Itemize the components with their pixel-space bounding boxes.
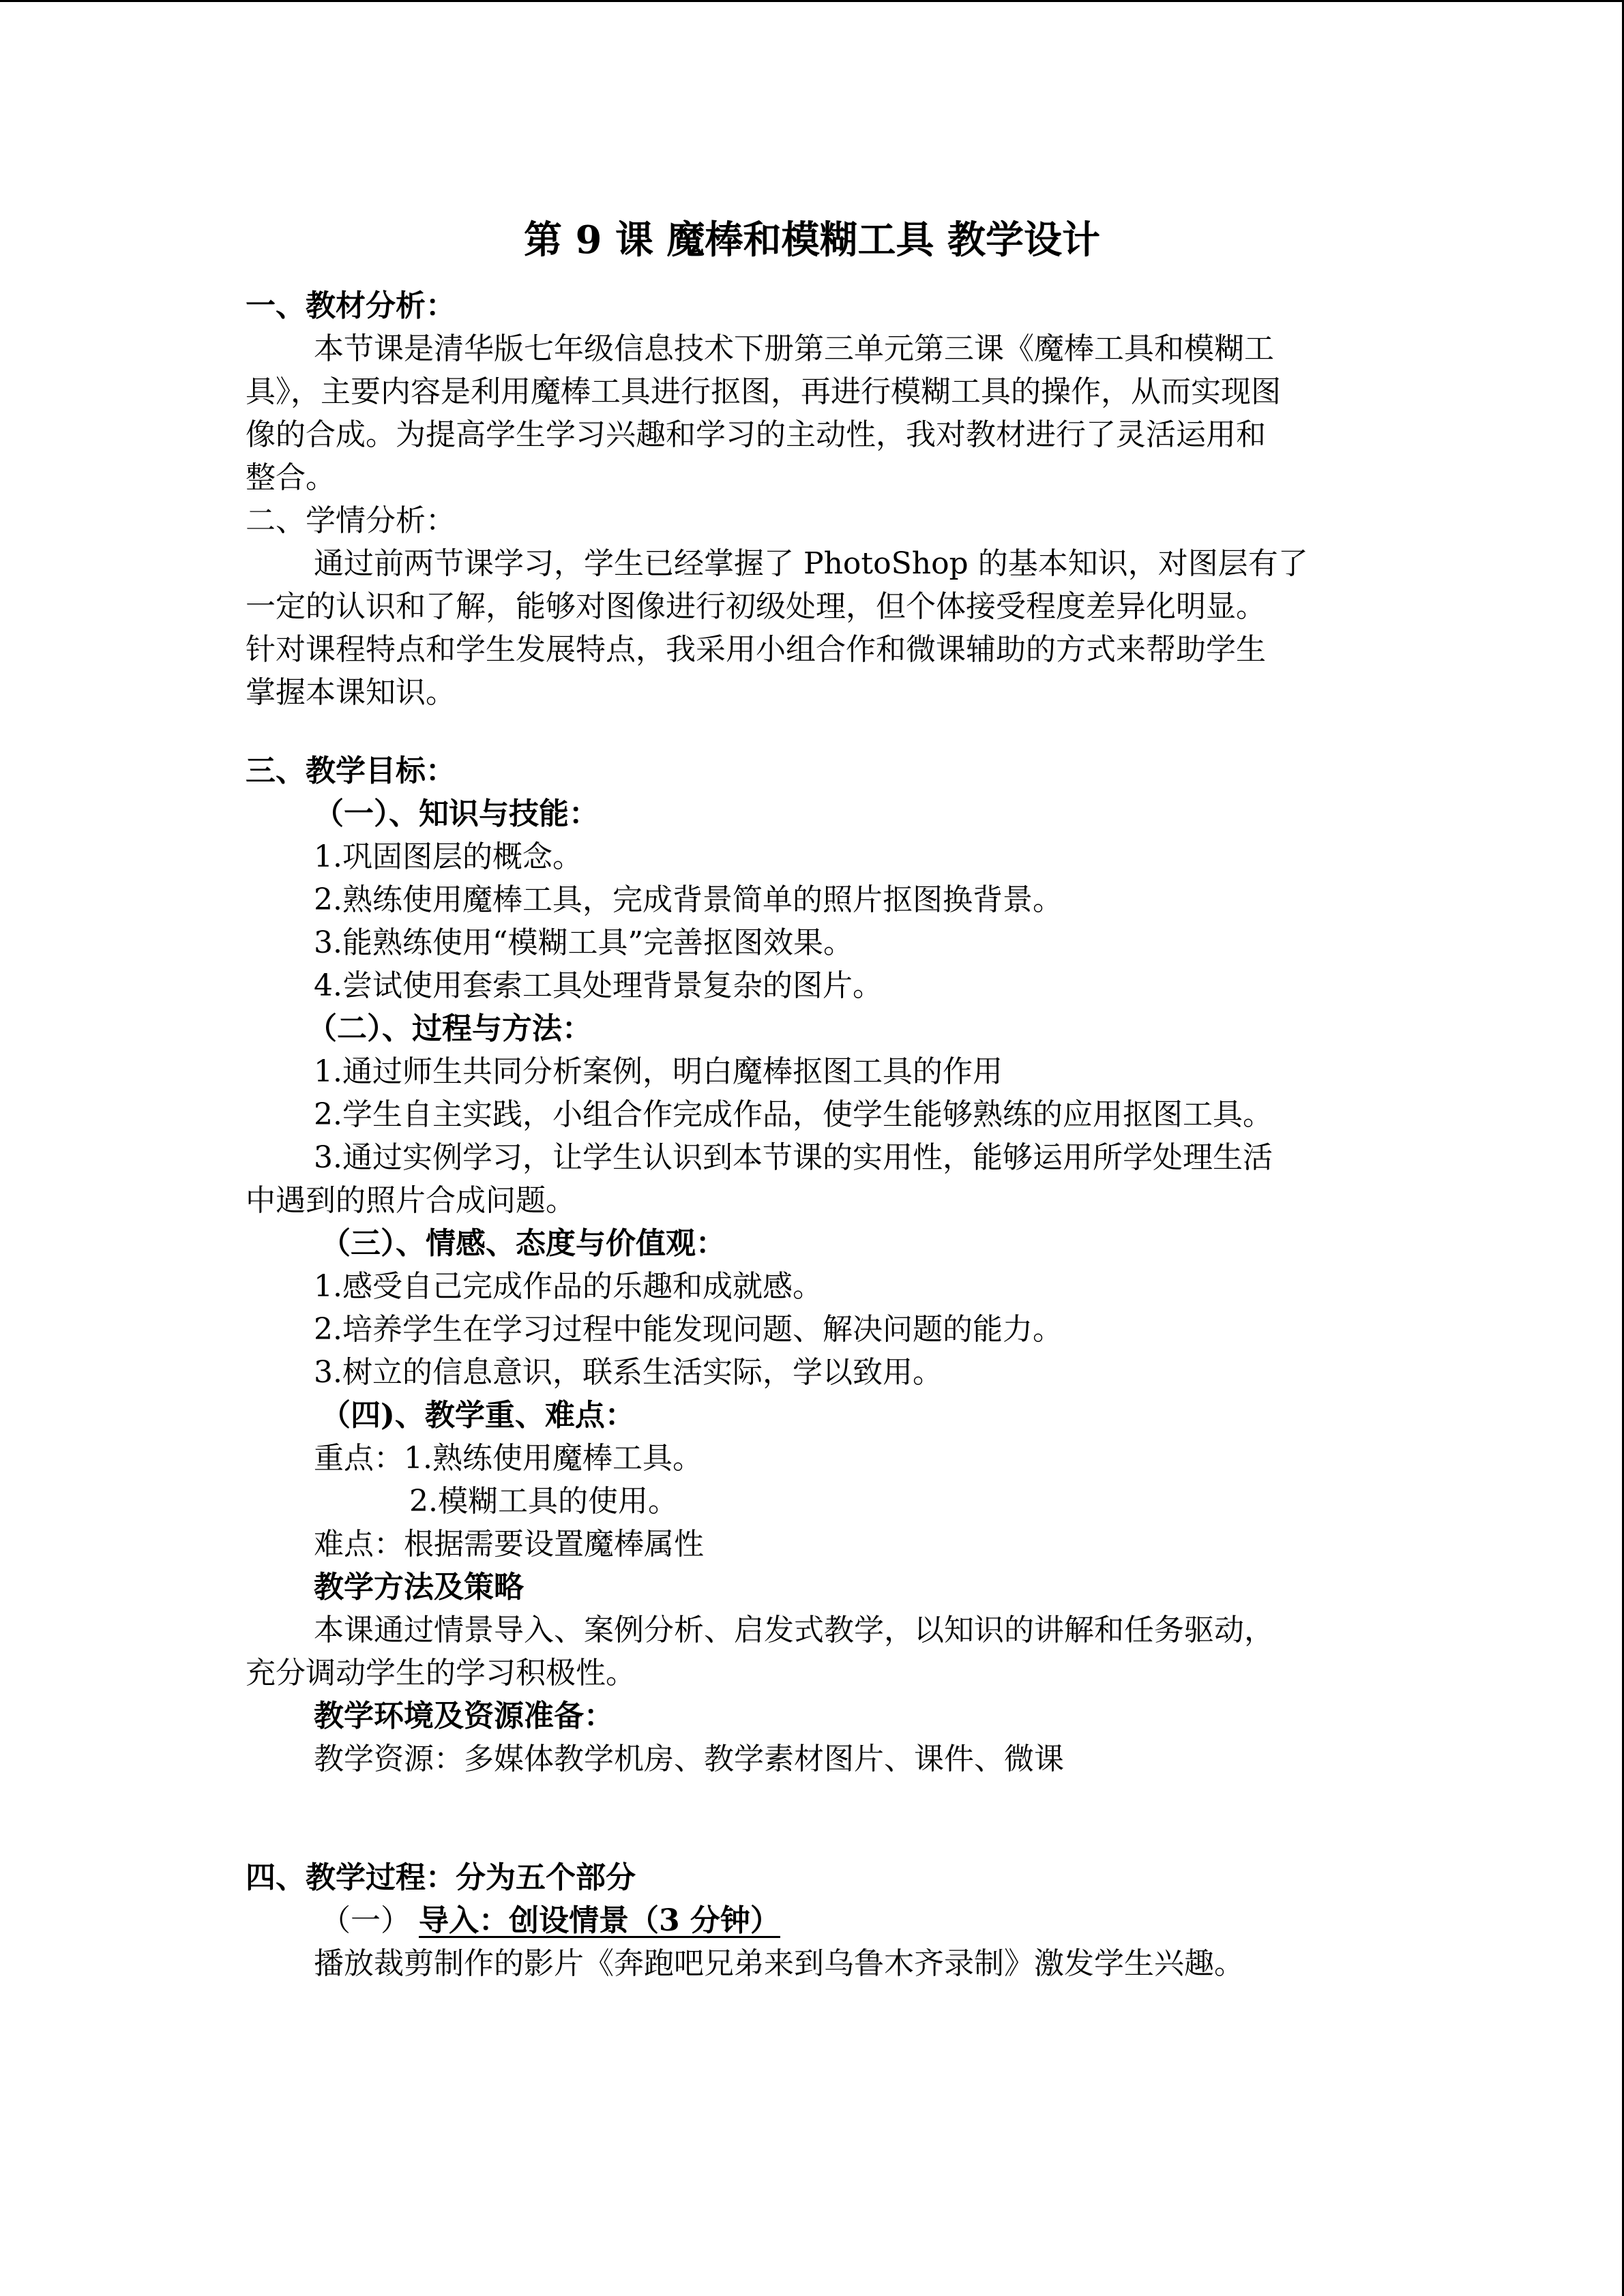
- paragraph-line: 充分调动学生的学习积极性。: [246, 1656, 636, 1690]
- subheading-teaching-environment: 教学环境及资源准备：: [314, 1699, 614, 1733]
- list-item: 3.树立的信息意识，联系生活实际，学以致用。: [314, 1355, 943, 1390]
- list-item: 1.感受自己完成作品的乐趣和成就感。: [314, 1269, 823, 1304]
- document-title: 第 9 课 魔棒和模糊工具 教学设计: [524, 218, 1100, 263]
- paragraph-line: 一定的认识和了解，能够对图像进行初级处理，但个体接受程度差异化明显。: [246, 589, 1266, 624]
- section-heading-teaching-goals: 三、教学目标：: [246, 754, 456, 788]
- difficult-point-line: 难点：根据需要设置魔棒属性: [314, 1527, 704, 1562]
- paragraph-line: 具》，主要内容是利用魔棒工具进行抠图，再进行模糊工具的操作，从而实现图: [246, 374, 1281, 409]
- list-item: 2.熟练使用魔棒工具，完成背景简单的照片抠图换背景。: [314, 882, 1063, 917]
- subheading-process-methods: （二）、过程与方法：: [307, 1011, 592, 1046]
- paragraph-line: 播放裁剪制作的影片《奔跑吧兄弟来到乌鲁木齐录制》激发学生兴趣。: [314, 1946, 1244, 1981]
- list-item-continuation: 中遇到的照片合成问题。: [246, 1183, 576, 1218]
- key-point-line: 2.模糊工具的使用。: [409, 1484, 678, 1519]
- paragraph-line: 本节课是清华版七年级信息技术下册第三单元第三课《魔棒工具和模糊工: [314, 331, 1274, 366]
- list-item: 1.巩固图层的概念。: [314, 839, 582, 874]
- subheading-teaching-methods: 教学方法及策略: [314, 1570, 524, 1605]
- key-point-line: 重点：1.熟练使用魔棒工具。: [314, 1441, 703, 1476]
- subheading-emotion-values: （三）、情感、态度与价值观：: [321, 1226, 726, 1261]
- paragraph-line: 针对课程特点和学生发展特点，我采用小组合作和微课辅助的方式来帮助学生: [246, 632, 1266, 667]
- section-heading-textbook-analysis: 一、教材分析：: [246, 288, 456, 323]
- subheading-knowledge-skills: （一）、知识与技能：: [314, 796, 599, 831]
- process-part-title: 导入：创设情景（3 分钟）: [419, 1903, 780, 1938]
- list-item: 2.学生自主实践，小组合作完成作品，使学生能够熟练的应用抠图工具。: [314, 1097, 1273, 1132]
- subheading-key-difficult-points: （四)、教学重、难点：: [321, 1398, 635, 1433]
- section-heading-teaching-process: 四、教学过程：分为五个部分: [246, 1860, 636, 1895]
- paragraph-line: 像的合成。为提高学生学习兴趣和学习的主动性，我对教材进行了灵活运用和: [246, 417, 1266, 452]
- paragraph-line: 本课通过情景导入、案例分析、启发式教学，以知识的讲解和任务驱动，: [314, 1613, 1274, 1648]
- section-heading-learner-analysis: 二、学情分析：: [246, 503, 456, 538]
- paragraph-line: 通过前两节课学习，学生已经掌握了 PhotoShop 的基本知识，对图层有了: [314, 546, 1308, 581]
- paragraph-line: 教学资源：多媒体教学机房、教学素材图片、课件、微课: [314, 1742, 1064, 1776]
- page-border-top: [0, 0, 1624, 2]
- list-item: 4.尝试使用套索工具处理背景复杂的图片。: [314, 968, 883, 1003]
- paragraph-line: 掌握本课知识。: [246, 675, 456, 710]
- list-item: 3.能熟练使用“模糊工具”完善抠图效果。: [314, 925, 853, 960]
- list-item: 1.通过师生共同分析案例，明白魔棒抠图工具的作用: [314, 1054, 1003, 1089]
- process-part-number: （一）: [321, 1903, 411, 1938]
- list-item: 3.通过实例学习，让学生认识到本节课的实用性，能够运用所学处理生活: [314, 1140, 1273, 1175]
- list-item: 2.培养学生在学习过程中能发现问题、解决问题的能力。: [314, 1312, 1063, 1347]
- paragraph-line: 整合。: [246, 460, 336, 495]
